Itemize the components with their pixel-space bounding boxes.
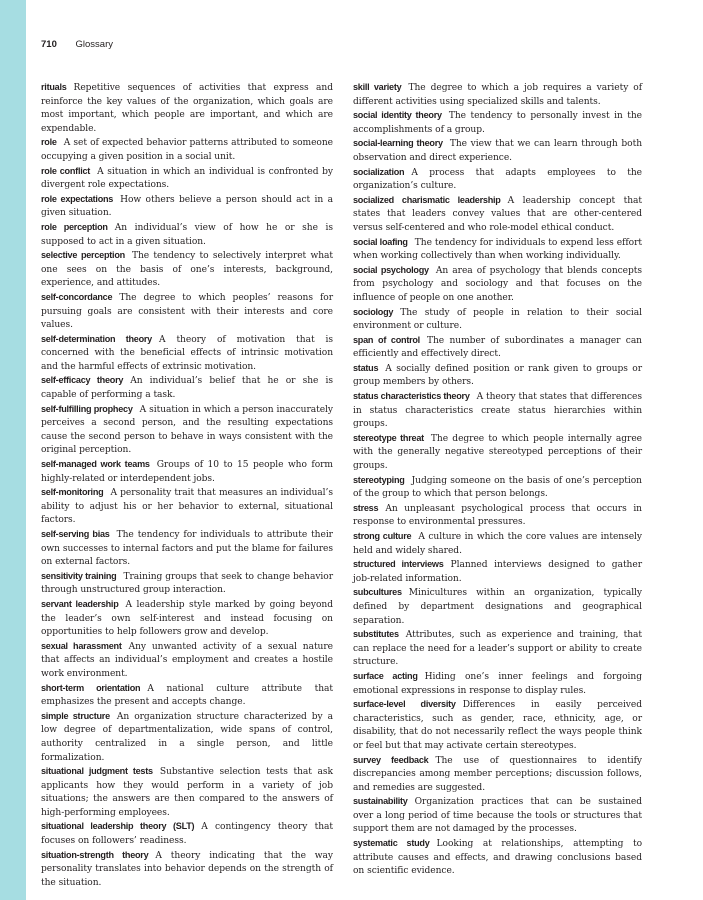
- glossary-term: short-term orientation: [41, 682, 141, 693]
- glossary-entry: [41, 374, 333, 402]
- glossary-entry: [41, 710, 333, 765]
- glossary-entry: [353, 334, 642, 362]
- glossary-term: subcultures: [353, 587, 402, 598]
- glossary-term: surface acting: [353, 670, 418, 681]
- glossary-definition: A theory indicating that the way personality translates into behavior depends on the strength of the situation.: [41, 850, 333, 888]
- glossary-term: survey feedback: [353, 754, 429, 765]
- glossary-definition: Attributes, such as experience and training, that can replace the need for a leader’s support or ability to create structure.: [353, 630, 642, 668]
- glossary-term: stereotyping: [353, 474, 405, 485]
- glossary-entry: [353, 390, 642, 432]
- glossary-entry: [353, 502, 642, 530]
- section-title: Glossary: [75, 39, 113, 50]
- glossary-entry: [41, 221, 333, 249]
- glossary-term: self-serving bias: [41, 529, 110, 539]
- glossary-term: socialization: [353, 166, 405, 177]
- glossary-entry: [41, 598, 333, 640]
- glossary-entry: [41, 193, 333, 221]
- glossary-entry: [353, 586, 642, 628]
- glossary-term: simple structure: [41, 710, 110, 721]
- glossary-entry: [41, 528, 333, 570]
- glossary-term: socialized charismatic leadership: [353, 194, 501, 205]
- glossary-entry: [353, 670, 642, 698]
- glossary-term: role: [41, 137, 57, 148]
- glossary-definition: The view that we can learn through both observation and direct experience.: [353, 139, 643, 163]
- glossary-term: self-monitoring: [41, 487, 104, 498]
- glossary-term: systematic study: [353, 838, 430, 849]
- glossary-definition: An area of psychology that blends concepts from psychology and sociology and that focuses on the influence of people on one another.: [353, 265, 642, 303]
- glossary-entry: [41, 820, 333, 848]
- glossary-term: sociology: [353, 306, 394, 317]
- glossary-term: strong culture: [353, 531, 412, 541]
- glossary-term: self-determination theory: [41, 333, 152, 344]
- glossary-definition: An individual’s view of how he or she is supposed to act in a given situation.: [41, 222, 333, 247]
- glossary-term: span of control: [353, 334, 420, 345]
- glossary-definition: An unpleasant psychological process that occurs in response to environmental pressures.: [353, 503, 642, 528]
- glossary-term: role conflict: [41, 165, 91, 176]
- glossary-term: surface-level diversity: [353, 699, 456, 710]
- glossary-entry: [41, 486, 333, 528]
- glossary-entry: [353, 362, 642, 390]
- glossary-term: structured interviews: [353, 559, 444, 570]
- glossary-entry: [353, 754, 642, 796]
- glossary-term: situational judgment tests: [41, 766, 153, 777]
- glossary-definition: An individual’s belief that he or she is capable of performing a task.: [41, 376, 333, 401]
- glossary-definition: Organization practices that can be sustained over a long period of time because the tools or structures that support them are not damaged by the processes.: [353, 797, 642, 835]
- glossary-term: skill variety: [353, 82, 402, 92]
- glossary-entry: [353, 306, 642, 334]
- glossary-definition: An organization structure characterized by a low degree of departmentalization, wide spans of control, authority centralized in a single person, and little formalization.: [41, 711, 333, 763]
- glossary-definition: Judging someone on the basis of one’s perception of the group to which that person belongs.: [353, 475, 642, 500]
- glossary-entry: [353, 530, 642, 558]
- glossary-definition: The study of people in relation to their social environment or culture.: [353, 307, 642, 332]
- glossary-definition: How others believe a person should act in a given situation.: [41, 194, 333, 219]
- glossary-term: self-efficacy theory: [41, 375, 124, 386]
- glossary-definition: Minicultures within an organization, typically defined by department designations and geographical separation.: [353, 588, 642, 626]
- glossary-term: situational leadership theory (SLT): [41, 821, 195, 832]
- glossary-entry: [353, 137, 642, 165]
- glossary-term: role expectations: [41, 193, 114, 204]
- glossary-definition: The degree to which people internally agree with the generally negative stereotyped perceptions of their groups.: [353, 433, 642, 472]
- page-number: 710: [41, 39, 57, 50]
- glossary-entry: [353, 558, 642, 586]
- glossary-definition: Groups of 10 to 15 people who form highly-related or interdependent jobs.: [41, 460, 333, 484]
- side-color-stripe: [0, 0, 26, 900]
- glossary-definition: Differences in easily perceived characteristics, such as gender, race, ethnicity, age, or disability, that do not necessarily reflect the ways people think or feel but that may activate certain stereotypes.: [353, 700, 642, 751]
- glossary-entry: [41, 249, 333, 291]
- glossary-entry: [353, 166, 642, 194]
- glossary-term: rituals: [41, 82, 67, 92]
- glossary-definition: The use of questionnaires to identify discrepancies among member perceptions; discussion follows, and remedies are suggested.: [353, 755, 642, 793]
- glossary-definition: A socially defined position or rank given to groups or group members by others.: [353, 363, 642, 388]
- glossary-term: status characteristics theory: [353, 391, 470, 402]
- left-column: [41, 81, 333, 890]
- glossary-term: situation-strength theory: [41, 849, 149, 860]
- glossary-definition: A situation in which a person inaccurately perceives a second person, and the resulting expectations cause the second person to behave in ways consistent with the original perception.: [41, 404, 334, 456]
- glossary-term: selective perception: [41, 250, 125, 261]
- glossary-term: role perception: [41, 221, 108, 232]
- glossary-definition: Looking at relationships, attempting to attribute causes and effects, and drawing conclusions based on scientific evidence.: [353, 839, 642, 877]
- glossary-entry: [353, 236, 642, 264]
- glossary-term: self-fulfilling prophecy: [41, 403, 133, 414]
- glossary-entry: [353, 837, 642, 879]
- right-column: [353, 81, 642, 879]
- glossary-definition: A process that adapts employees to the organization’s culture.: [353, 167, 642, 192]
- glossary-term: social identity theory: [353, 110, 442, 121]
- glossary-entry: [353, 474, 642, 502]
- glossary-definition: The tendency for individuals to attribute their own successes to internal factors and put the blame for failures on external factors.: [41, 530, 333, 568]
- page-header: [41, 39, 113, 50]
- glossary-term: status: [353, 362, 379, 373]
- glossary-term: social-learning theory: [353, 138, 443, 149]
- glossary-entry: [353, 109, 642, 137]
- glossary-definition: Any unwanted activity of a sexual nature that affects an individual’s employment and creates a hostile work environment.: [41, 641, 333, 679]
- glossary-term: sexual harassment: [41, 640, 122, 651]
- glossary-entry: [353, 81, 642, 109]
- glossary-term: substitutes: [353, 629, 399, 640]
- glossary-definition: Training groups that seek to change behavior through unstructured group interaction.: [41, 571, 333, 596]
- glossary-term: sustainability: [353, 796, 408, 807]
- glossary-entry: [41, 849, 333, 891]
- glossary-term: self-managed work teams: [41, 459, 150, 470]
- glossary-entry: [353, 795, 642, 837]
- glossary-entry: [41, 333, 333, 375]
- glossary-entry: [41, 640, 333, 682]
- glossary-definition: The degree to which peoples’ reasons for pursuing goals are consistent with their interests and core values.: [41, 292, 333, 331]
- glossary-term: self-concordance: [41, 291, 113, 302]
- glossary-definition: Substantive selection tests that ask applicants how they would perform in a variety of job situations; the answers are then compared to the answers of high-performing employees.: [41, 767, 333, 818]
- glossary-definition: A theory of motivation that is concerned with the beneficial effects of intrinsic motivation and the harmful effects of extrinsic motivation.: [41, 334, 333, 372]
- glossary-entry: [353, 194, 642, 236]
- glossary-term: stereotype threat: [353, 432, 424, 443]
- glossary-term: servant leadership: [41, 598, 119, 609]
- glossary-term: social loafing: [353, 236, 408, 247]
- glossary-definition: Hiding one’s inner feelings and forgoing emotional expressions in response to display rules.: [353, 671, 642, 696]
- glossary-entry: [41, 570, 333, 598]
- glossary-definition: A contingency theory that focuses on followers’ readiness.: [41, 822, 333, 847]
- glossary-definition: A situation in which an individual is confronted by divergent role expectations.: [41, 166, 333, 191]
- glossary-definition: A culture in which the core values are intensely held and widely shared.: [353, 532, 642, 556]
- glossary-entry: [353, 264, 642, 306]
- glossary-term: social psychology: [353, 264, 429, 275]
- glossary-definition: The tendency to selectively interpret what one sees on the basis of one’s interests, background, experience, and attitudes.: [41, 251, 333, 289]
- glossary-entry: [353, 432, 642, 474]
- glossary-entry: [41, 81, 333, 136]
- glossary-term: stress: [353, 502, 379, 513]
- glossary-definition: Planned interviews designed to gather job-related information.: [353, 560, 642, 584]
- glossary-entry: [41, 136, 333, 164]
- glossary-definition: A national culture attribute that emphasizes the present and accepts change.: [41, 683, 333, 708]
- glossary-entry: [41, 165, 333, 193]
- glossary-entry: [41, 682, 333, 710]
- glossary-definition: A set of expected behavior patterns attributed to someone occupying a given position in a social unit.: [41, 138, 333, 162]
- glossary-entry: [41, 458, 333, 486]
- glossary-entry: [41, 765, 333, 820]
- glossary-definition: A personality trait that measures an individual’s ability to adjust his or her behavior to external, situational factors.: [41, 488, 333, 526]
- glossary-definition: The tendency for individuals to expend less effort when working collectively than when working individually.: [353, 237, 642, 262]
- glossary-term: sensitivity training: [41, 570, 117, 581]
- glossary-definition: The tendency to personally invest in the accomplishments of a group.: [353, 111, 642, 135]
- glossary-definition: A leadership concept that states that leaders convey values that are other-centered versus self-centered and who role-model ethical conduct.: [353, 195, 642, 233]
- glossary-entry: [41, 291, 333, 333]
- glossary-entry: [41, 403, 333, 458]
- glossary-definition: A leadership style marked by going beyond the leader’s own self-interest and instead focusing on opportunities to help followers grow and develop.: [41, 599, 333, 638]
- glossary-definition: The number of subordinates a manager can efficiently and effectively direct.: [353, 335, 642, 360]
- glossary-entry: [353, 628, 642, 670]
- glossary-definition: Repetitive sequences of activities that express and reinforce the key values of the organization, which goals are most important, which people are important, and which are expendable.: [41, 83, 333, 134]
- glossary-entry: [353, 698, 642, 753]
- glossary-definition: A theory that states that differences in status characteristics create status hierarchies within groups.: [353, 392, 642, 430]
- glossary-definition: The degree to which a job requires a variety of different activities using specialized skills and talents.: [353, 83, 643, 107]
